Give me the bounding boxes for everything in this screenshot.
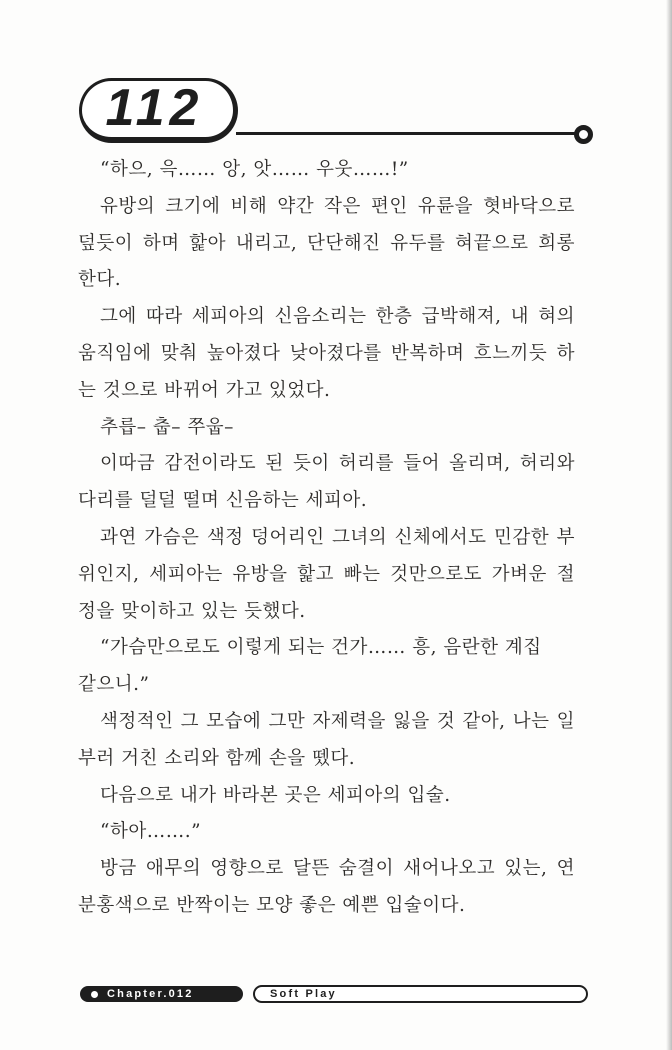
text-line: 덮듯이 하며 핥아 내리고, 단단해진 유두를 혀끝으로 희롱 <box>78 232 575 254</box>
header-rule-line <box>236 132 577 135</box>
bullet-dot-icon <box>91 991 98 998</box>
text-line: 과연 가슴은 색정 덩어리인 그녀의 신체에서도 민감한 부 <box>100 526 575 548</box>
chapter-badge <box>80 986 243 1002</box>
text-line: “하아…….” <box>100 821 202 843</box>
text-line: 유방의 크기에 비해 약간 작은 편인 유륜을 혓바닥으로 <box>100 195 575 217</box>
text-line: 추릅– 춥– 쭈웁– <box>100 416 234 438</box>
text-line: 이따금 감전이라도 된 듯이 허리를 들어 올리며, 허리와 <box>100 453 575 475</box>
page-number: 112 <box>105 78 204 137</box>
section-label: Soft Play <box>270 987 337 1000</box>
text-line: 다음으로 내가 바라본 곳은 세피아의 입술. <box>100 784 451 806</box>
text-line: 한다. <box>78 269 122 291</box>
text-line: 는 것으로 바뀌어 가고 있었다. <box>78 379 331 401</box>
section-badge <box>253 985 588 1003</box>
text-line: 정을 맞이하고 있는 듯했다. <box>78 600 306 622</box>
text-line: 다리를 덜덜 떨며 신음하는 세피아. <box>78 490 368 512</box>
text-line: 분홍색으로 반짝이는 모양 좋은 예쁜 입술이다. <box>78 894 466 916</box>
page-number-badge <box>79 78 238 143</box>
scan-edge-shadow <box>666 0 672 1050</box>
text-line: 같으니.” <box>78 674 150 696</box>
chapter-label: Chapter.012 <box>107 987 194 1000</box>
text-line: 색정적인 그 모습에 그만 자제력을 잃을 것 같아, 나는 일 <box>100 710 575 732</box>
text-line: “하으, 윽…… 앙, 앗…… 우웃……!” <box>100 159 409 180</box>
header-rule-end-ring-icon <box>574 125 593 144</box>
body-text <box>78 152 575 925</box>
text-line: 방금 애무의 영향으로 달뜬 숨결이 새어나오고 있는, 연 <box>100 858 575 880</box>
text-line: “가슴만으로도 이렇게 되는 건가…… 흥, 음란한 계집 <box>100 637 542 659</box>
text-line: 위인지, 세피아는 유방을 핥고 빠는 것만으로도 가벼운 절 <box>78 563 575 585</box>
text-line: 부러 거친 소리와 함께 손을 뗐다. <box>78 747 356 769</box>
text-line: 그에 따라 세피아의 신음소리는 한층 급박해져, 내 혀의 <box>100 306 575 328</box>
text-line: 움직임에 맞춰 높아졌다 낮아졌다를 반복하며 흐느끼듯 하 <box>78 342 575 364</box>
